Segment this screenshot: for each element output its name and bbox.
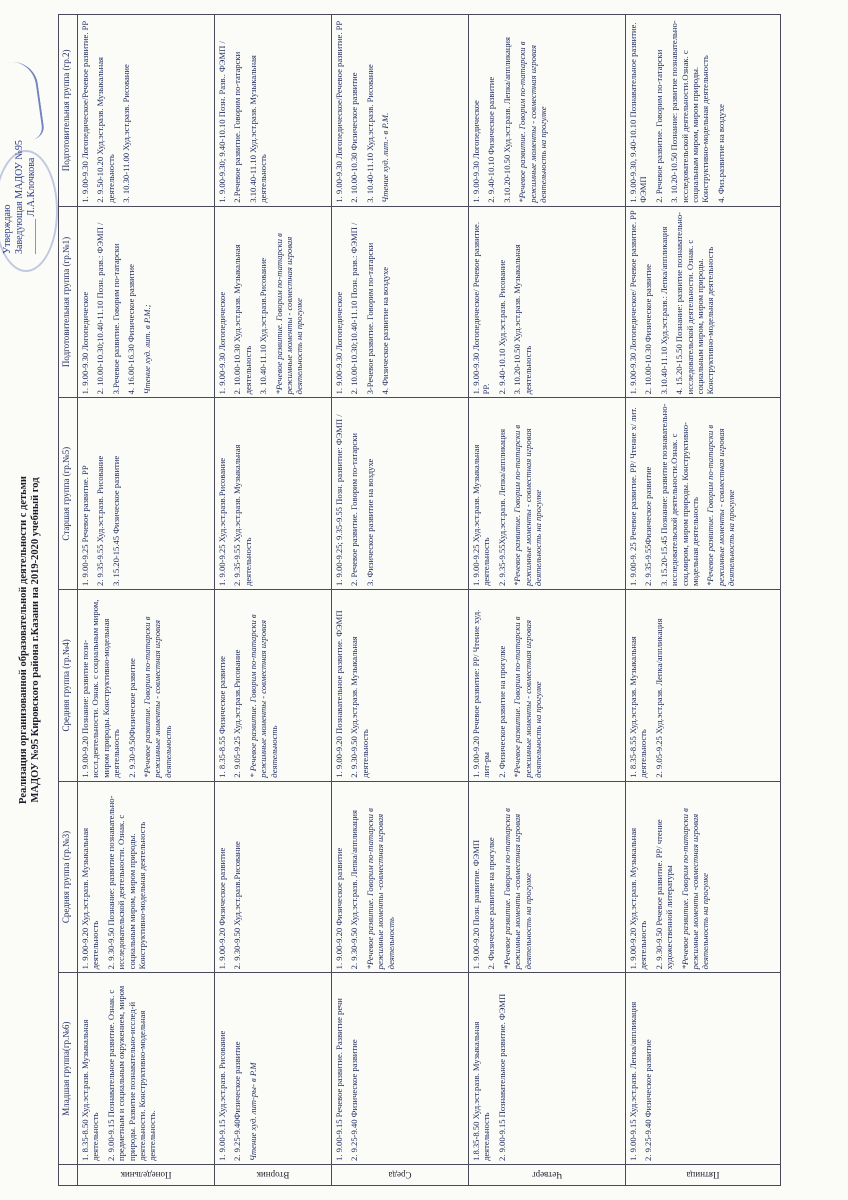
activity-entry: 1. 9.00-9.30 Логопедическое — [334, 291, 344, 395]
activity-entry: 3. 10.30-11.00 Худ.эст.разв. Рисование — [121, 64, 132, 203]
activity-entry: 1. 9.00-9. 25 Речевое развитие. РР/ Чтение х/ лит. — [628, 407, 638, 587]
activity-entry: 1. 9.00-9.20 Физическое развитие — [334, 847, 344, 970]
activity-entry: 3. 15.20-15.45 Физическое развитие — [110, 455, 121, 587]
day-cell — [215, 1165, 332, 1186]
activity-entry: 4. Физ.развитие на воздухе — [715, 104, 726, 203]
schedule-cell — [332, 781, 469, 973]
schedule-cell — [78, 206, 215, 398]
day-cell — [626, 1165, 781, 1186]
activity-entry: 1. 9.00-9.20 Худ.эст.разв. Музыкальная деятельность — [628, 827, 649, 970]
activity-entry: 2. 9.30-9.50 Худ.эст.разв.Рисование — [232, 841, 243, 970]
activity-entry: 1. 9.00-9.20 Физическое развитие — [217, 847, 227, 970]
schedule-cell — [215, 15, 332, 207]
activity-entry: 2. Физическое развитие на прогулке — [486, 837, 497, 970]
activity-entry: 2. 9.30-9.50 Познание: развитие познавательно-исследовательской деятельности. Ознак. с социальным миром, миром природы. Конструктивно-модельная деятельность — [105, 795, 148, 970]
approval-line-1: Утверждаю — [2, 204, 13, 254]
activity-entry: 3. Физическое развитие на воздухе — [364, 458, 375, 587]
day-label: Четверг — [531, 1170, 563, 1181]
activity-entry: 3. 15.20-15.45 Познание: развитие познавательно-исследовательской деятельности.Ознак. с соц.миром, миром природы. Конструктивно-модельная деятельность — [658, 403, 701, 587]
activity-entry: 3.Речевое развитие. Говорим по-татарски — [110, 243, 121, 395]
activity-entry: 1. 9.00-9.25 Худ.эст.разв.Рисование — [217, 457, 227, 587]
activity-entry: 2. 10.00-10.30 Физическое развитие — [349, 72, 360, 203]
activity-entry: 2. 9.35-9.55 Худ.эст.разв. Рисование — [95, 455, 106, 587]
document-header — [0, 0, 56, 1200]
schedule-cell — [469, 590, 626, 782]
activity-entry: 4. Физическое развитие на воздухе — [380, 266, 391, 395]
activity-entry: 2. 9.35-9.55Худ.эст.разв. Лепка/аппликация — [496, 428, 507, 587]
activity-entry: 2. 9.05-9.25 Худ.эст.разв.Рисование — [232, 649, 243, 778]
activity-entry: * Речевое развитие. Говорим по-татарски в режимные моменты - совместная игровая деятельность — [247, 614, 279, 778]
schedule-cell — [626, 973, 781, 1165]
schedule-cell — [626, 781, 781, 973]
activity-entry: 3. 10.40-11.10 Худ.эст.разв.Рисование — [258, 257, 269, 395]
day-cell — [78, 1165, 215, 1186]
activity-entry: *Речевое развитие. Говорим по-татарски в режимные моменты - совместная игровая деятельность на прогулке — [512, 424, 544, 587]
schedule-cell — [469, 206, 626, 398]
activity-entry: 1. 9.00-9.20 Познание: развитие позн-иссл.деятельности. Ознак. с социальным миром, миром природы. Конструктивно-модельная деятельность — [80, 599, 122, 778]
activity-entry: 2. 9.00-9.15 Познавательное развитие. Ознак. с предметным и социальным окружением, миром природы. Развитие познавательно-исслед-й деятельности. Конструктивно-модельная деятельность. — [105, 985, 158, 1161]
column-header: Старшая группа (гр.№5) — [59, 398, 78, 590]
table-header-row — [59, 15, 78, 1186]
schedule-cell — [626, 590, 781, 782]
schedule-row — [215, 15, 332, 1186]
schedule-cell — [332, 398, 469, 590]
activity-entry: 3-Речевое развитие. Говорим по-татарски — [364, 242, 375, 395]
activity-entry: *Речевое развитие. Говорим по-татарски в режимные моменты - совместная игровая деятельность — [142, 616, 173, 778]
activity-entry: *Речевое развитие. Говорим по-татарски в режимные моменты - совместная игровая деятельность на прогулке — [517, 41, 549, 203]
activity-entry: 3. 10.40-11.10 Худ.эст.разв. Рисование — [364, 64, 375, 203]
activity-entry: 1. 9.00-9.15 Худ.эст.разв. Лепка/аппликация — [628, 1001, 638, 1161]
activity-entry: 1. 9.00-9.20 Худ.эст.разв. Музыкальная деятельность — [80, 827, 101, 970]
day-label: Понедельник — [120, 1170, 172, 1181]
schedule-cell — [215, 590, 332, 782]
activity-entry: 2. Физическое развитие на прогулке — [496, 645, 507, 778]
title-line-1: Реализация организованной образовательной деятельности с детьми — [18, 476, 29, 804]
schedule-cell — [78, 15, 215, 207]
activity-entry: 1. 9.00-9.30, 9.40-10.10 Познавательное развитие. ФЭМП — [628, 22, 649, 203]
approval-line-2: Заведующая МАДОУ №95 — [14, 140, 25, 254]
activity-entry: 1. 9.00-9.20 Позн. развитие. ФЭМП — [471, 839, 481, 970]
column-header: Средняя группа (гр.№4) — [59, 590, 78, 782]
day-label: Пятница — [686, 1170, 720, 1181]
schedule-cell — [78, 781, 215, 973]
schedule-row — [78, 15, 215, 1186]
schedule-cell — [469, 15, 626, 207]
activity-entry: 1. 9.00-9.15 Речевое развитие. Развитие речи — [334, 998, 344, 1161]
schedule-row — [626, 15, 781, 1186]
activity-entry: 1. 8.35-8.50 Худ.эст.разв. Музыкальная деятельность — [80, 1019, 101, 1161]
activity-entry: 2. Речевое развитие. Говорим по-татарски — [653, 49, 664, 203]
activity-entry: 2. 9.50-10.20 Худ.эст.разв. Музыкальная деятельность — [95, 56, 116, 203]
title-line-2: МАДОУ №95 Кировского района г.Казани на 2019-2020 учебный год — [30, 477, 41, 803]
approval-line-3: _______ Л.А.Клочкова — [26, 157, 37, 254]
activity-entry: 1. 9.00-9.30 Логопедическое — [80, 291, 90, 395]
activity-entry: 2. 9.35-9.55Физическое развитие — [643, 466, 654, 587]
activity-entry: Чтение худ. лит. в Р.М.; — [141, 304, 152, 395]
activity-entry: 4. 15.20-15.50 Познание: развитие познавательно-исследовательской деятельности. Ознак. с социальным миром, миром природы. Конструктивно-модельная деятельность — [674, 211, 716, 395]
schedule-row — [332, 15, 469, 1186]
activity-entry: 1. 9.00-9.30; 9.40-10.10 Позн. Разв.. ФЭМП / — [217, 41, 227, 203]
schedule-cell — [215, 973, 332, 1165]
column-header: Подготовительная группа (гр.2) — [59, 15, 78, 207]
day-label: Среда — [388, 1170, 412, 1181]
schedule-cell — [78, 590, 215, 782]
activity-entry: 2.Речевое развитие. Говорим по-татарски — [232, 51, 243, 203]
activity-entry: 1. 9.00-9.30 Логопедическое/Речевое развитие. РР — [334, 20, 344, 203]
schedule-row — [469, 15, 626, 1186]
schedule-cell — [332, 15, 469, 207]
schedule-cell — [332, 206, 469, 398]
activity-entry: 1. 9.00-9.25 Худ.эст.разв. Музыкальная деятельность — [471, 444, 492, 587]
activity-entry: 1. 8.35-8.55 Физическое развитие — [217, 656, 227, 778]
activity-entry: 1. 9.00-9.30 Логопедическое/Речевое развитие. РР — [80, 20, 90, 203]
activity-entry: 3.10.40-11.10 Худ.эст.разв. Музыкальная деятельность — [247, 55, 269, 203]
activity-entry: 2. 9.05-9.25 Худ.эст.разв. Лепка/аппликация — [653, 618, 664, 778]
activity-entry: 2. 9.35-9.55 Худ.эст.разв. Музыкальная деятельность — [232, 444, 253, 587]
activity-entry: 2. 9.40-10.10 Худ.эст.разв. Рисование — [496, 259, 507, 395]
activity-entry: 2. 9.25-9.40 Физическое развитие — [349, 1039, 360, 1161]
activity-entry: 1. 9.00-9.30 Логопедическое — [471, 100, 481, 203]
activity-entry: 1. 8.35-8.55 Худ.эст.разв. Музыкальная деятельность — [628, 636, 649, 778]
activity-entry: 1. 9.00-9.20 Речевое развитие: РР/ Чтение худ. лит-ры — [471, 609, 492, 778]
schedule-cell — [626, 398, 781, 590]
activity-entry: 2. Речевое развитие. Говорим по-татарски — [349, 432, 360, 587]
schedule-cell — [215, 398, 332, 590]
activity-entry: 2. 9.30-9.50Физическое развитие — [126, 658, 137, 778]
activity-entry: 2. 9.40-10.10 Физическое развитие — [486, 76, 497, 203]
activity-entry: 1. 9.00-9.30 Логопедическое/ Речевое развитие. РР — [628, 210, 638, 395]
column-header: Средняя группа (гр.№3) — [59, 781, 78, 973]
activity-entry: 1. 9.00-9.30 Логопедическое/ Речевое развитие. РР. — [471, 222, 492, 395]
activity-entry: 4. 16.00-16.30 Физическое развитие — [126, 264, 137, 395]
activity-entry: *Речевое развитие. Говорим по-татарски в режимные моменты - совместная игровая деятельность на прогулке — [273, 233, 305, 395]
schedule-cell — [469, 398, 626, 590]
schedule-cell — [332, 973, 469, 1165]
schedule-cell — [215, 206, 332, 398]
activity-entry: *Речевое развитие. Говорим по-татарски в режимные моменты -совместная игровая деятельность на прогулке — [679, 808, 711, 970]
activity-entry: 2. 9.30-9.50 Худ.эст.разв. Лепка/аппликация — [349, 810, 360, 970]
activity-entry: 2. 10.00-10.30 Физическое развитие — [643, 264, 654, 395]
schedule-cell — [332, 590, 469, 782]
schedule-cell — [78, 973, 215, 1165]
activity-entry: *Речевое развитие. Говорим по-татарски в режимные моменты -совместная игровая деятельность — [364, 808, 396, 970]
activity-entry: 3.10.40-11.10 Худ.эст.разв.: Лепка/аппликация — [658, 226, 669, 395]
activity-entry: 1. 9.00-9.20 Познавательное развитие. ФЭМП — [334, 610, 344, 778]
schedule-cell — [215, 781, 332, 973]
approval-block — [2, 14, 38, 254]
activity-entry: *Речевое развитие. Говорим по-татарски в режимные моменты - совместная игровая деятельность на прогулке — [705, 424, 737, 587]
activity-entry: 2. 9.00-9.15 Познавательное развитие. ФЭМП — [496, 993, 507, 1161]
activity-entry: 3. 10.20-10.50 Худ.эст.разв. Музыкальная деятельность — [512, 244, 533, 395]
activity-entry: 2. 10.00-10.30;10.40-11.10 Позн. разв.: ФЭМП / — [95, 222, 106, 395]
activity-entry: *Речевое развитие. Говорим по-татарски в режимные моменты - совместная игровая деятельность на прогулке — [512, 616, 544, 778]
schedule-cell — [626, 206, 781, 398]
activity-entry: 1. 9.00-9.15 Худ.эст.разв. Рисование — [217, 1030, 227, 1161]
day-header — [59, 1165, 78, 1186]
activity-entry: 3. 10.20-10.50 Познание: развитие познавательно-исследовательской деятельности.Ознак. с социальным миром, миром природы. Конструктивно-модельная деятельность — [669, 20, 711, 203]
day-cell — [469, 1165, 626, 1186]
activity-entry: 2. 9.30-9.50 Худ.эст.разв. Музыкальная деятельность — [349, 636, 370, 778]
schedule-cell — [469, 973, 626, 1165]
schedule-cell — [626, 15, 781, 207]
schedule-cell — [469, 781, 626, 973]
activity-entry: 1.8.35-8.50 Худ.эст.разв. Музыкальная деятельность — [471, 1021, 492, 1161]
activity-entry: 2. 9.25-9.40Физическое развитие — [232, 1041, 243, 1161]
activity-entry: Чтение худ. лит-ры- в Р.М — [247, 1062, 258, 1161]
schedule-table — [58, 14, 781, 1186]
day-cell — [332, 1165, 469, 1186]
activity-entry: 2. 10.00-10.30;10.40-11.10 Позн. разв.: ФЭМП / — [349, 222, 360, 395]
activity-entry: 1. 9.00-9.25 Речевое развитие. РР — [80, 465, 90, 587]
schedule-cell — [78, 398, 215, 590]
day-label: Вторник — [256, 1170, 290, 1181]
column-header: Младшая группа(гр.№6) — [59, 973, 78, 1165]
activity-entry: Чтение худ. лит.- в Р.М. — [380, 112, 391, 203]
activity-entry: *Речевое развитие. Говорим по-татарски в режимные моменты -совместная игровая деятельность на прогулке — [501, 808, 533, 970]
column-header: Подготовительная группа (гр.№1) — [59, 206, 78, 398]
activity-entry: 1. 9.00-9.25; 9.35-9.55 Позн. развитие: ФЭМП / — [334, 414, 344, 587]
activity-entry: 3.10.20-10.50 Худ.эст.разв. Лепка/аппликация — [501, 37, 512, 203]
activity-entry: 2. 10.00-10.30 Худ.эст.разв. Музыкальная деятельность — [232, 244, 253, 395]
document-title — [18, 330, 42, 950]
activity-entry: 2. 9.30-9.50 Речевое развитие. РР/ чтение художественной литературы — [653, 819, 675, 970]
activity-entry: 2. 9.25-9.40 Физическое развитие — [643, 1039, 654, 1161]
activity-entry: 1. 9.00-9.30 Логопедическое — [217, 291, 227, 395]
